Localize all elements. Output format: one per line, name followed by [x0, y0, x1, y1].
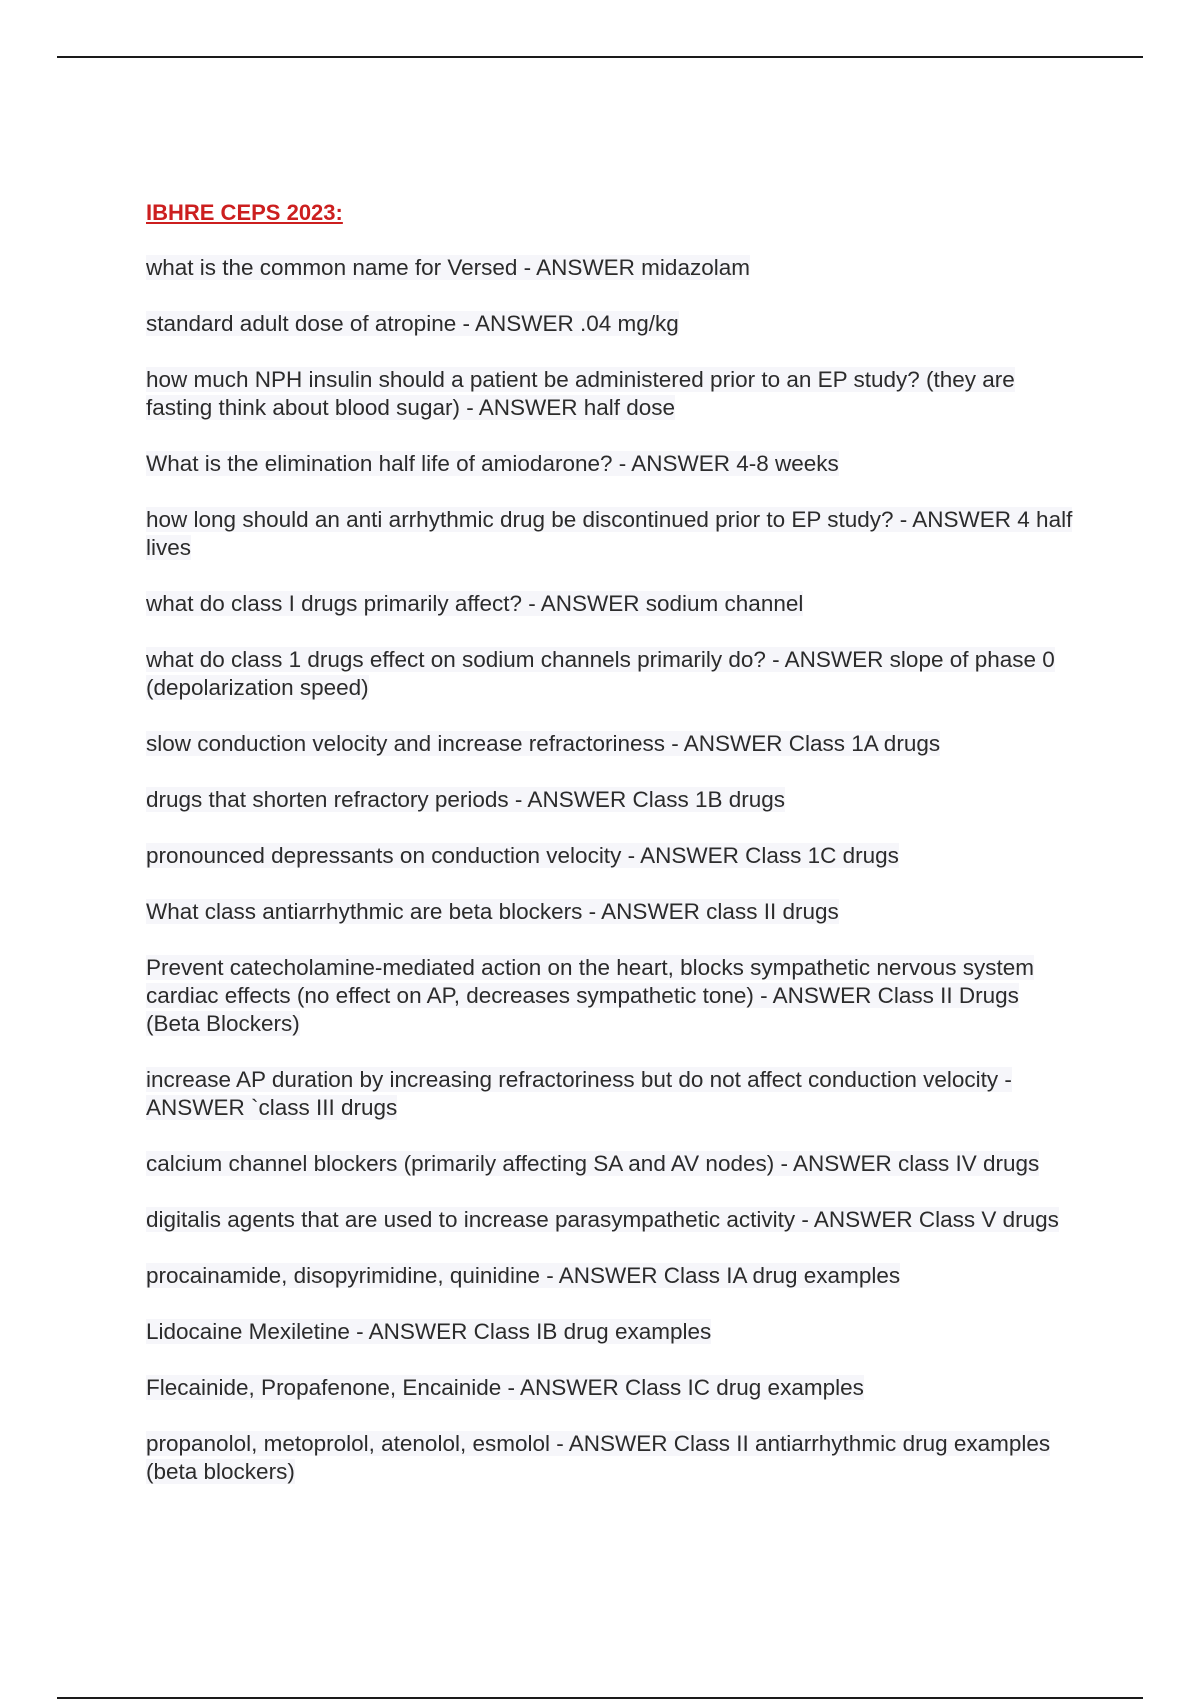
qa-item-text: digitalis agents that are used to increase parasympathetic activity - ANSWER Class V drugs — [146, 1207, 1059, 1232]
qa-item — [146, 1430, 1076, 1486]
qa-item — [146, 1150, 1076, 1178]
qa-item — [146, 590, 1076, 618]
qa-item-text: increase AP duration by increasing refractoriness but do not affect conduction velocity - ANSWER `class III drugs — [146, 1067, 1012, 1120]
qa-item-text: pronounced depressants on conduction velocity - ANSWER Class 1C drugs — [146, 843, 899, 868]
qa-list — [146, 254, 1076, 1486]
qa-item — [146, 310, 1076, 338]
qa-item — [146, 366, 1076, 422]
qa-item — [146, 450, 1076, 478]
document-body — [146, 200, 1076, 1514]
qa-item — [146, 786, 1076, 814]
qa-item — [146, 1318, 1076, 1346]
qa-item-text: slow conduction velocity and increase refractoriness - ANSWER Class 1A drugs — [146, 731, 941, 756]
qa-item-text: Flecainide, Propafenone, Encainide - ANSWER Class IC drug examples — [146, 1375, 864, 1400]
qa-item — [146, 1066, 1076, 1122]
qa-item-text: What is the elimination half life of amiodarone? - ANSWER 4-8 weeks — [146, 451, 839, 476]
footer-rule — [57, 1697, 1143, 1699]
qa-item-text: drugs that shorten refractory periods - ANSWER Class 1B drugs — [146, 787, 786, 812]
qa-item-text: standard adult dose of atropine - ANSWER .04 mg/kg — [146, 311, 679, 336]
qa-item-text: how much NPH insulin should a patient be administered prior to an EP study? (they are fasting think about blood sugar) - ANSWER half dose — [146, 367, 1015, 420]
qa-item-text: procainamide, disopyrimidine, quinidine - ANSWER Class IA drug examples — [146, 1263, 901, 1288]
qa-item — [146, 1374, 1076, 1402]
qa-item-text: what is the common name for Versed - ANSWER midazolam — [146, 255, 750, 280]
qa-item-text: how long should an anti arrhythmic drug be discontinued prior to EP study? - ANSWER 4 half lives — [146, 507, 1073, 560]
qa-item — [146, 506, 1076, 562]
qa-item — [146, 842, 1076, 870]
qa-item — [146, 1206, 1076, 1234]
qa-item — [146, 1262, 1076, 1290]
qa-item-text: Prevent catecholamine-mediated action on the heart, blocks sympathetic nervous system cardiac effects (no effect on AP, decreases sympathetic tone) - ANSWER Class II Drugs (Beta Blockers) — [146, 955, 1034, 1036]
qa-item-text: what do class 1 drugs effect on sodium channels primarily do? - ANSWER slope of phase 0 (depolarization speed) — [146, 647, 1055, 700]
qa-item — [146, 898, 1076, 926]
qa-item-text: propanolol, metoprolol, atenolol, esmolol - ANSWER Class II antiarrhythmic drug examples (beta blockers) — [146, 1431, 1051, 1484]
qa-item — [146, 954, 1076, 1038]
qa-item — [146, 254, 1076, 282]
header-rule — [57, 56, 1143, 58]
qa-item-text: What class antiarrhythmic are beta blockers - ANSWER class II drugs — [146, 899, 839, 924]
qa-item-text: what do class I drugs primarily affect? - ANSWER sodium channel — [146, 591, 804, 616]
qa-item-text: calcium channel blockers (primarily affecting SA and AV nodes) - ANSWER class IV drugs — [146, 1151, 1040, 1176]
qa-item-text: Lidocaine Mexiletine - ANSWER Class IB drug examples — [146, 1319, 712, 1344]
qa-item — [146, 730, 1076, 758]
qa-item — [146, 646, 1076, 702]
document-title: IBHRE CEPS 2023: — [146, 200, 343, 225]
